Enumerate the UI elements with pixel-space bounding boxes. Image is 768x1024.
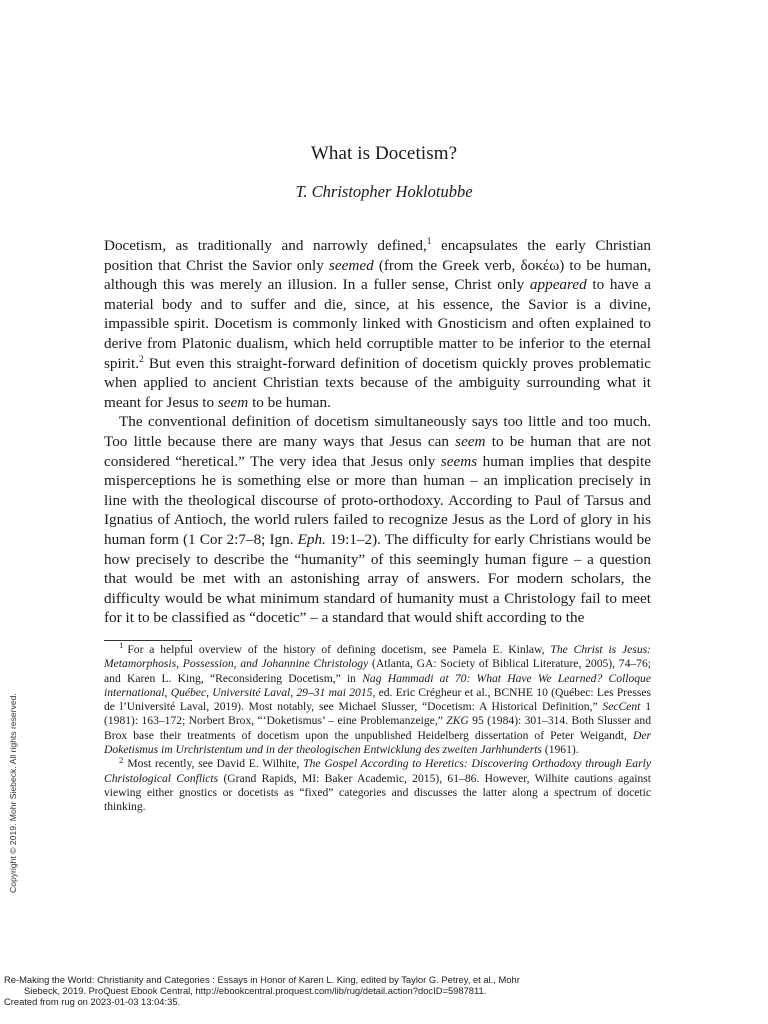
text-run: ed. Eric Crégheur et al., BCNHE 10 (Québec: Les Presses de l’Université Laval, 2019). Most notably, see Michael Slusser, “Docetism: A Historical Definition,”	[104, 685, 651, 714]
text-run: The conventional definition of docetism simultaneously says too little and too much. Too little because there are many ways that Jesus can	[104, 413, 651, 450]
italic-text: SecCent	[602, 700, 641, 714]
article-author: T. Christopher Hoklotubbe	[295, 182, 473, 201]
italic-text: The Christ is Jesus: Metamorphosis, Possession, and Johannine Christology	[104, 643, 651, 671]
text-run: to have a material body and to suffer and die, since, at his essence, the Savior is a divine, impassible spirit. Docetism is commonly linked with Gnosticism and often explained to derive from Platonic dualism, which held corruptible matter to be inferior to the eternal spirit.	[104, 276, 651, 372]
text-run: 19:1–2). The difficulty for early Christians would be how precisely to describe the “humanity” of this seemingly human figure – a question that would be met with an astonishing array of answers. For modern scholars, the difficulty would be what minimum standard of humanity must a Christology fail to meet for it to be classified as “docetic” – a standard that would shift according to the	[104, 530, 651, 627]
text-run: (Atlanta, GA: Society of Biblical Literature, 2005), 74–76; and Karen L. King, “Reconsidering Docetism,” in	[104, 657, 651, 685]
credit-line-2: Siebeck, 2019. ProQuest Ebook Central, http://ebookcentral.proquest.com/lib/rug/detail.action?docID=5987811.	[24, 985, 487, 996]
italic-text: seem	[455, 432, 486, 450]
footnotes	[104, 640, 651, 815]
italic-text: seem	[217, 393, 249, 411]
footnote-marker: 2	[119, 754, 124, 765]
paragraph-1	[104, 236, 651, 412]
side-copyright-notice: Copyright © 2019. Mohr Siebeck. All rights reserved.	[8, 693, 18, 893]
italic-text: ZKG	[446, 714, 469, 728]
ebook-credit	[4, 974, 744, 1007]
italic-text: seems	[440, 452, 478, 470]
text-run: 95 (1984): 301–314. Both Slusser and Brox base their treatments of docetism upon the unpublished Heidelberg dissertation of Peter Weigandt,	[104, 714, 651, 742]
footnote-marker: 1	[426, 236, 432, 247]
text-run: But even this straight-forward definition of docetism quickly proves problematic when applied to ancient Christian texts because of the ambiguity surrounding what it meant for Jesus to	[104, 354, 651, 411]
text-run: Most recently, see David E. Wilhite,	[127, 757, 304, 771]
italic-text: Der Doketismus im Urchristentum und in der theologischen Entwicklung des zweiten Jarhhunderts	[104, 728, 651, 757]
credit-line-1: Re-Making the World: Christianity and Categories : Essays in Honor of Karen L. King, edited by Taylor G. Petrey, et al., Mohr	[4, 974, 520, 985]
footnote-2	[104, 754, 651, 814]
text-run: human implies that despite misperceptions he is something else or more than human – an implication precisely in line with the theological discourse of proto-orthodoxy. According to Paul of Tarsus and Ignatius of Antioch, the world rulers failed to recognize Jesus as the Lord of glory in his human form (1 Cor 2:7–8; Ign.	[104, 452, 651, 548]
italic-text: Nag Hammadi at 70: What Have We Learned? Colloque international, Québec, Université Laval, 29–31 mai 2015,	[104, 671, 651, 699]
text-run: Docetism, as traditionally and narrowly defined,	[104, 237, 427, 254]
italic-text: seemed	[328, 256, 374, 274]
text-run: to be human.	[248, 393, 331, 411]
text-run: (Grand Rapids, MI: Baker Academic, 2015), 61–86. However, Wilhite cautions against viewing either gnostics or docetists as “fixed” categories and discusses the latter along a spectrum of docetic thinking.	[104, 771, 651, 814]
body-text	[104, 236, 651, 628]
italic-text: Eph.	[297, 530, 326, 548]
italic-text: appeared	[529, 276, 587, 294]
text-run: For a helpful overview of the history of defining docetism, see Pamela E. Kinlaw,	[127, 643, 551, 656]
credit-line-3: Created from rug on 2023-01-03 13:04:35.	[4, 996, 181, 1007]
paragraph-2	[104, 412, 651, 628]
footnote-marker: 2	[139, 354, 144, 365]
footnote-rule	[104, 640, 192, 641]
text-run: (1961).	[541, 743, 579, 757]
text-run: (from the Greek verb, δοκέω) to be human, although this was merely an illusion. In a fuller sense, Christ only	[104, 256, 652, 294]
footnote-1	[104, 640, 651, 757]
footnote-marker: 1	[119, 640, 124, 651]
italic-text: The Gospel According to Heretics: Discovering Orthodoxy through Early Christological Conflicts	[104, 757, 651, 785]
text-run: to be human that are not considered “heretical.” The very idea that Jesus only	[104, 432, 651, 470]
text-run: encapsulates the early Christian position that Christ the Savior only	[104, 237, 651, 274]
article-title: What is Docetism?	[310, 143, 458, 164]
text-run: 1 (1981): 163–172; Norbert Brox, “‘Doketismus’ – eine Problemanzeige,”	[104, 700, 651, 728]
